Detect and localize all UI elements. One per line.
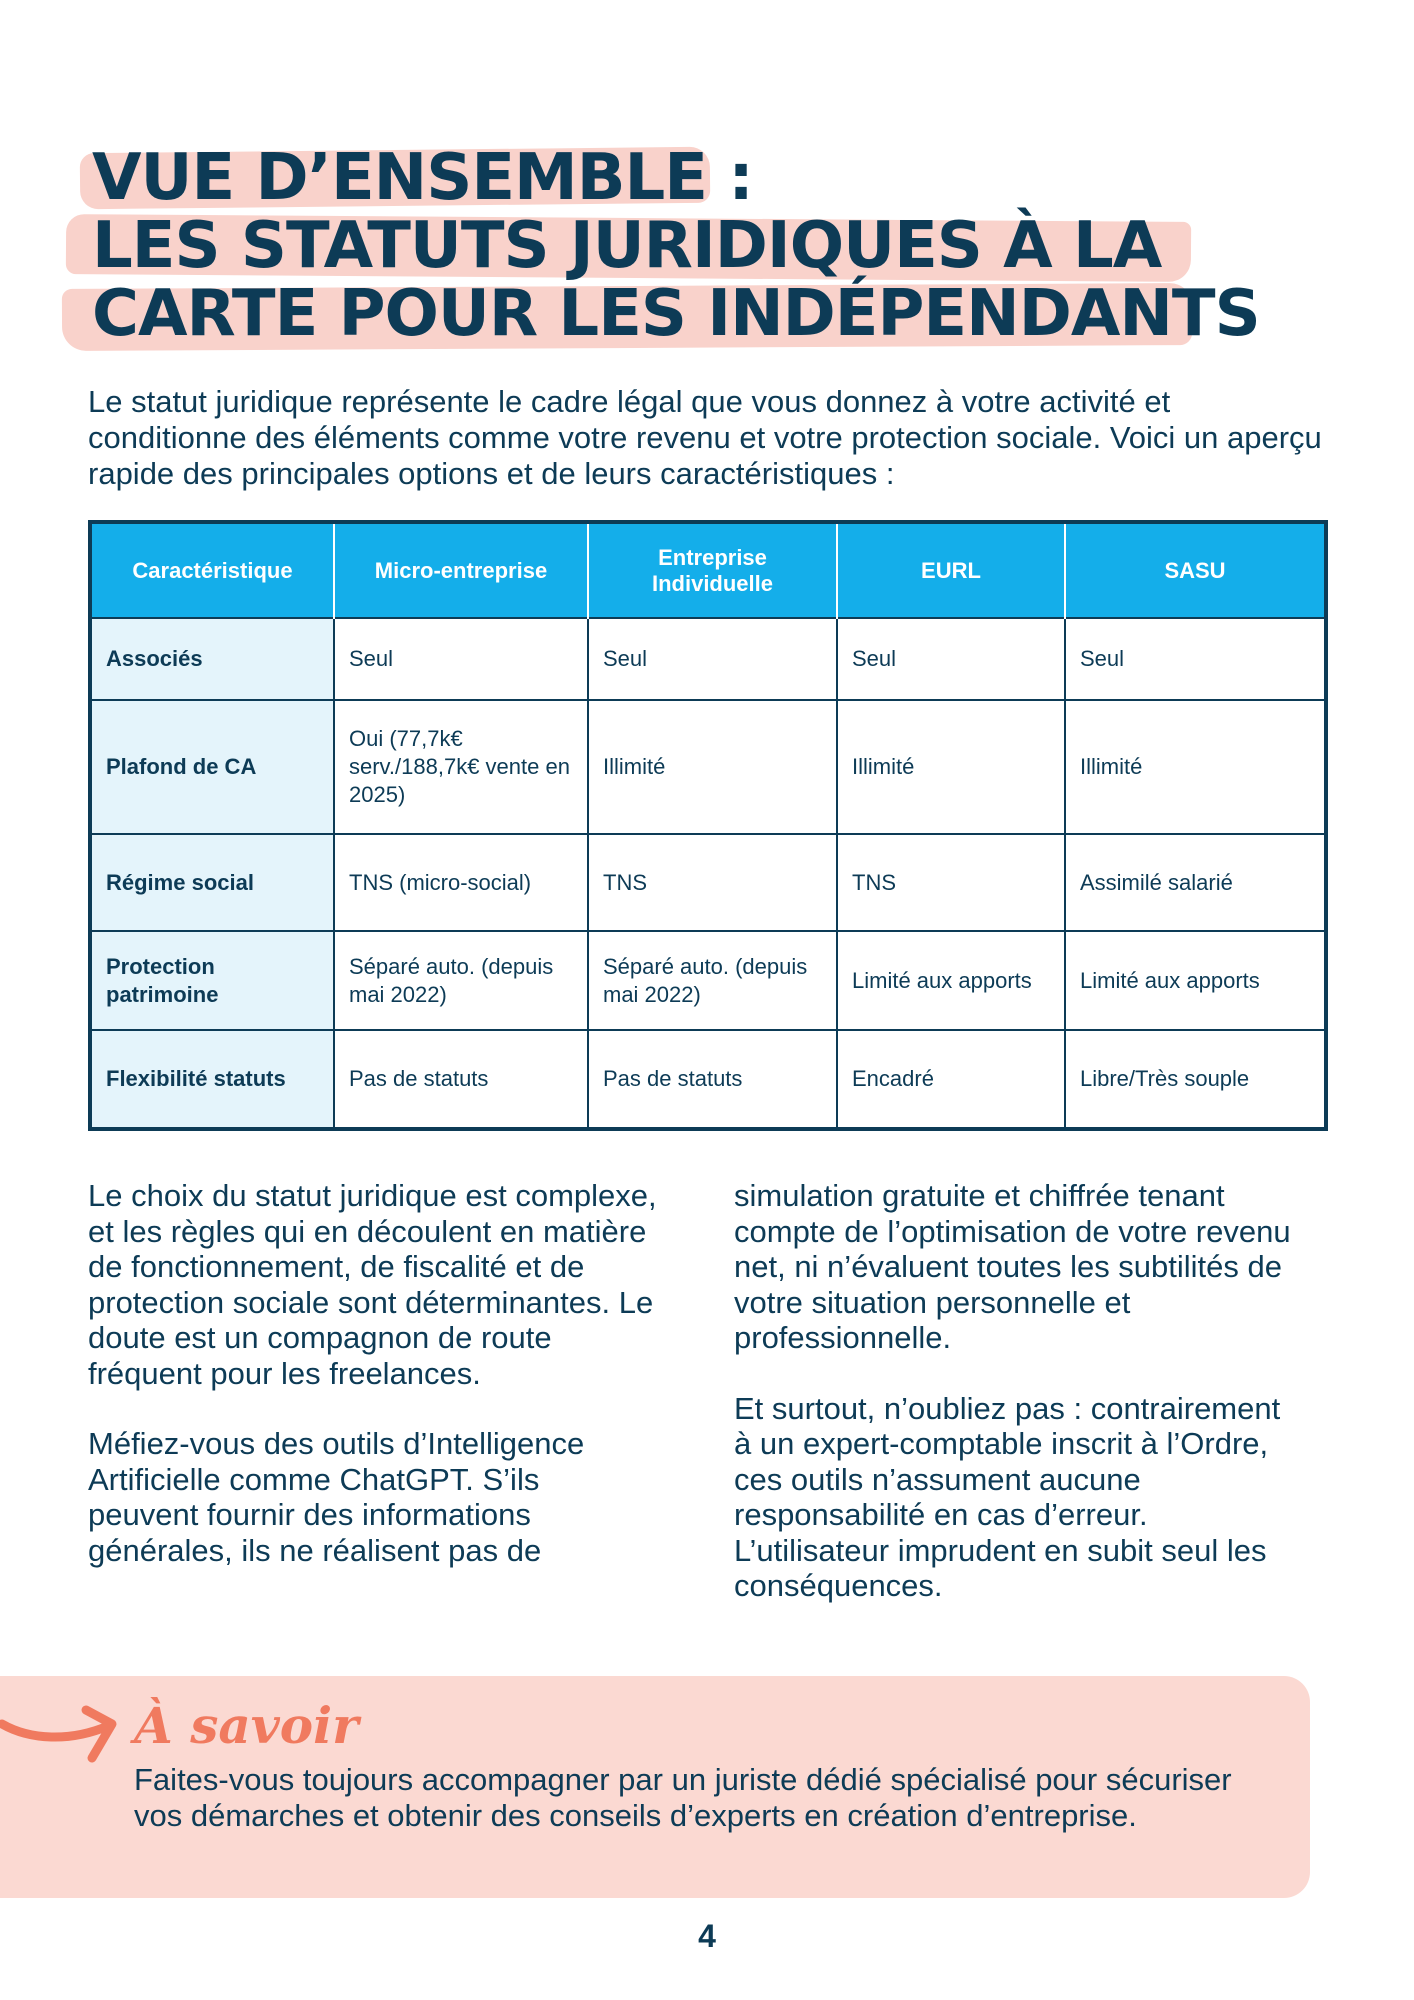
table-header: EURL [837,524,1065,618]
table-row [92,931,1324,1030]
row-label: Flexibilité statuts [92,1030,334,1127]
table-header: Caractéristique [92,524,334,618]
info-text: Faites-vous toujours accompagner par un juriste dédié spécialisé pour sécuriser vos démarches et obtenir des conseils d’experts en création d’entreprise. [134,1762,1232,1833]
table-cell: Illimité [837,700,1065,834]
table-header: Micro-entreprise [334,524,588,618]
table-cell: Illimité [588,700,837,834]
info-callout [0,1676,1310,1898]
table-row [92,834,1324,931]
table-header-row [92,524,1324,618]
page-number: 4 [698,1918,716,1954]
table-header: SASU [1065,524,1324,618]
body-paragraph: simulation gratuite et chiffrée tenant compte de l’optimisation de votre revenu net, ni n’évaluent toutes les subtilités de votre situation personnelle et professionnelle. [734,1178,1291,1355]
comparison-table [88,520,1328,1131]
info-title: À savoir [134,1696,359,1755]
table-cell: Assimilé salarié [1065,834,1324,931]
table-cell: Libre/Très souple [1065,1030,1324,1127]
body-paragraph: Méfiez-vous des outils d’Intelligence Artificielle comme ChatGPT. S’ils peuvent fournir des informations générales, ils ne réalisent pas de [88,1426,585,1568]
row-label: Protection patrimoine [92,931,334,1030]
row-label: Associés [92,618,334,700]
page-title [62,140,1260,351]
table-row [92,700,1324,834]
table-cell: Limité aux apports [1065,931,1324,1030]
table-cell: Pas de statuts [588,1030,837,1127]
table-cell: Seul [334,618,588,700]
title-line-1: VUE D’ENSEMBLE : [92,141,753,215]
table-cell: Encadré [837,1030,1065,1127]
title-line-2: LES STATUTS JURIDIQUES À LA [92,209,1162,283]
title-line-3: CARTE POUR LES INDÉPENDANTS [92,277,1260,351]
body-paragraph: Et surtout, n’oubliez pas : contrairement à un expert-comptable inscrit à l’Ordre, ces outils n’assument aucune responsabilité en cas d’erreur. L’utilisateur imprudent en subit seul les conséquences. [734,1390,1281,1603]
table-cell: Seul [588,618,837,700]
table-cell: TNS [588,834,837,931]
table-cell: Pas de statuts [334,1030,588,1127]
table-cell: Oui (77,7k€ serv./188,7k€ vente en 2025) [334,700,588,834]
table-row [92,618,1324,700]
table-cell: Illimité [1065,700,1324,834]
row-label: Plafond de CA [92,700,334,834]
body-column-left [88,1178,658,1568]
table-cell: Séparé auto. (depuis mai 2022) [588,931,837,1030]
table-header: Entreprise Individuelle [588,524,837,618]
table-cell: TNS (micro-social) [334,834,588,931]
intro-paragraph: Le statut juridique représente le cadre légal que vous donnez à votre activité et conditionne des éléments comme votre revenu et votre protection sociale. Voici un aperçu rapide des principales options et de leurs caractéristiques : [88,384,1322,491]
table-cell: Seul [1065,618,1324,700]
table-cell: TNS [837,834,1065,931]
body-column-right [734,1178,1304,1604]
arrow-icon [0,1696,130,1776]
table-row [92,1030,1324,1127]
row-label: Régime social [92,834,334,931]
table-cell: Limité aux apports [837,931,1065,1030]
table-cell: Seul [837,618,1065,700]
table-cell: Séparé auto. (depuis mai 2022) [334,931,588,1030]
body-paragraph: Le choix du statut juridique est complexe, et les règles qui en découlent en matière de fonctionnement, de fiscalité et de protection sociale sont déterminantes. Le doute est un compagnon de route fréquent pour les freelances. [88,1178,657,1391]
